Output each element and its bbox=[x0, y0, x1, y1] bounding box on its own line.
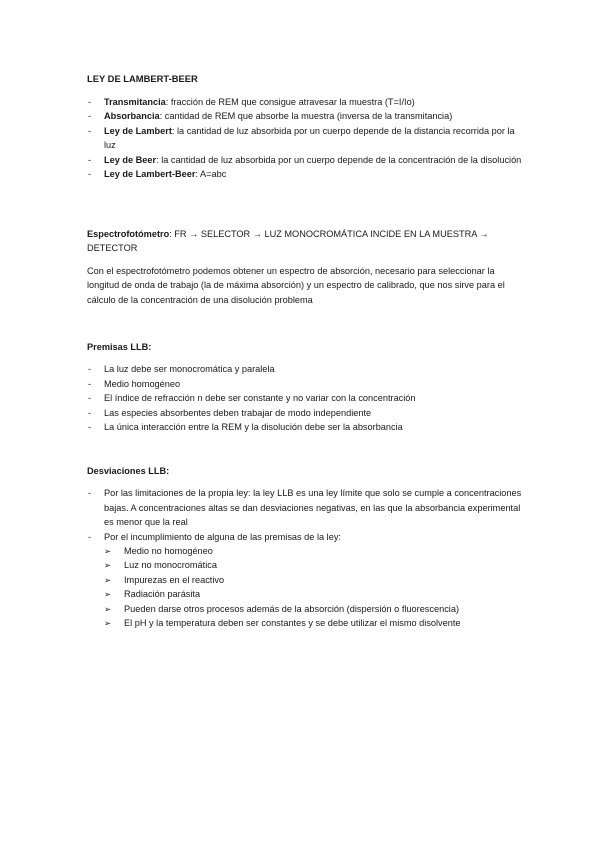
sublist-item bbox=[104, 602, 527, 616]
arrow-bullet-icon: ➢ bbox=[104, 618, 112, 629]
premisas-section bbox=[87, 340, 527, 434]
arrow-bullet-icon: ➢ bbox=[104, 560, 112, 571]
term-label: Espectrofotómetro bbox=[87, 229, 170, 239]
term-label: Absorbancia bbox=[104, 111, 160, 122]
arrow-bullet-icon: ➢ bbox=[104, 603, 112, 614]
sublist-item bbox=[104, 558, 527, 572]
premisas-list bbox=[87, 362, 527, 434]
desviaciones-section bbox=[87, 464, 527, 630]
sublist-text: Radiación parásita bbox=[124, 589, 201, 600]
sublist-text: Medio no homogéneo bbox=[124, 546, 213, 557]
espectro-section bbox=[87, 227, 527, 307]
sublist-item bbox=[104, 587, 527, 601]
arrow-bullet-icon: ➢ bbox=[104, 546, 112, 557]
term-label: Ley de Lambert-Beer bbox=[104, 169, 196, 180]
list-item bbox=[87, 153, 527, 167]
list-item: - La luz debe ser monocromática y paralela bbox=[87, 362, 527, 376]
definition-text: : la cantidad de luz absorbida por un cuerpo depende de la distancia recorrida por la luz bbox=[104, 125, 515, 151]
list-item bbox=[87, 530, 527, 544]
definitions-list bbox=[87, 95, 527, 181]
definition-text: : cantidad de REM que absorbe la muestra (inversa de la transmitancia) bbox=[159, 111, 453, 122]
page-title: LEY DE LAMBERT-BEER bbox=[87, 73, 198, 84]
espectro-paragraph: Con el espectrofotómetro podemos obtener un espectro de absorción, necesario para seleccionar la longitud de onda de trabajo (la de máxima absorción) y un espectro de calibrado, que nos sirve para el cálculo de la concentración de una disolución problema bbox=[87, 265, 505, 305]
flow-text: : FR → SELECTOR → LUZ MONOCROMÁTICA INCIDE EN LA MUESTRA → DETECTOR bbox=[87, 229, 489, 254]
arrow-bullet-icon: ➢ bbox=[104, 574, 112, 585]
section-heading: Premisas LLB: bbox=[87, 342, 152, 352]
term-label: Ley de Lambert bbox=[104, 125, 172, 136]
sublist-item bbox=[104, 616, 527, 630]
definition-text: : la cantidad de luz absorbida por un cuerpo depende de la concentración de la disolución bbox=[156, 154, 522, 165]
list-item-text: Por el incumplimiento de alguna de las premisas de la ley: bbox=[104, 531, 341, 542]
sublist-text: Pueden darse otros procesos además de la absorción (dispersión o fluorescencia) bbox=[124, 603, 460, 614]
definitions-section bbox=[87, 95, 527, 181]
list-item: - El índice de refracción n debe ser constante y no variar con la concentración bbox=[87, 391, 527, 405]
arrow-bullet-icon: ➢ bbox=[104, 589, 112, 600]
term-label: Transmitancia bbox=[104, 97, 166, 107]
list-item: - Medio homogéneo bbox=[87, 377, 527, 391]
desviaciones-sublist bbox=[87, 544, 527, 630]
espectro-flow bbox=[87, 227, 527, 256]
sublist-item bbox=[104, 544, 527, 558]
list-item bbox=[87, 95, 527, 109]
definition-text: : A=abc bbox=[195, 169, 227, 180]
sublist-text: Luz no monocromática bbox=[124, 560, 217, 571]
sublist-text: El pH y la temperatura deben ser constantes y se debe utilizar el mismo disolvente bbox=[124, 618, 461, 629]
list-item bbox=[87, 167, 527, 181]
list-item: - La única interacción entre la REM y la disolución debe ser la absorbancia bbox=[87, 420, 527, 434]
desviaciones-list bbox=[87, 486, 527, 544]
definition-text: : fracción de REM que consigue atravesar la muestra (T=I/Io) bbox=[165, 97, 415, 107]
section-heading: Desviaciones LLB: bbox=[87, 466, 170, 476]
list-item: - Por las limitaciones de la propia ley: la ley LLB es una ley límite que solo se cumple a concentraciones bajas. A concentraciones altas se dan desviaciones negativas, en las que la absorbancia experimental es menor que la real bbox=[87, 486, 527, 529]
list-item bbox=[87, 109, 527, 123]
list-item: - Las especies absorbentes deben trabajar de modo independiente bbox=[87, 406, 527, 420]
list-item bbox=[87, 124, 527, 153]
sublist-item bbox=[104, 573, 527, 587]
sublist-text: Impurezas en el reactivo bbox=[124, 574, 225, 585]
term-label: Ley de Beer bbox=[104, 154, 157, 165]
